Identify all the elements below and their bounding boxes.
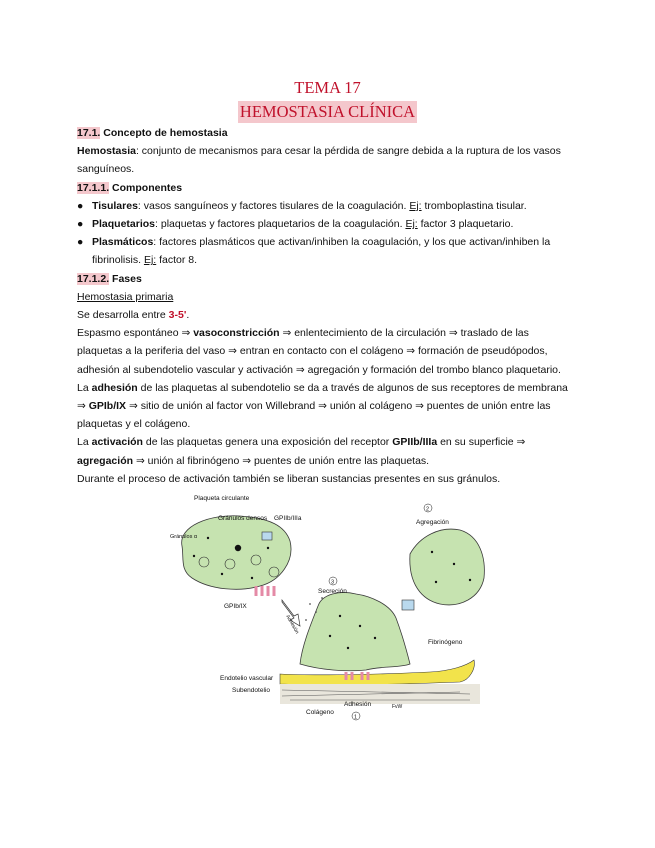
text-run: en su superficie ⇒ (437, 436, 526, 449)
item-ej: Ej: (405, 218, 418, 231)
label-adhesion: Adhesión (344, 701, 372, 708)
duration-pre: Se desarrolla entre (77, 309, 169, 322)
item-text: : plaquetas y factores plaquetarios de la coagulación. (155, 218, 406, 231)
duration-value: 3-5' (168, 309, 187, 322)
bullet-icon: ● (77, 218, 84, 231)
list-item (77, 233, 577, 251)
label-collagen: Colágeno (306, 709, 334, 716)
text-run: ⇒ unión al fibrinógeno ⇒ puentes de unión entre las plaquetas. (133, 454, 430, 467)
phases-number: 17.1.2. (77, 272, 110, 285)
body-text (77, 124, 577, 488)
label-alpha: Gránulos α (170, 534, 198, 540)
aggregating-platelet (410, 529, 485, 605)
circulating-platelet (182, 516, 291, 589)
item-term: Plasmáticos (92, 236, 154, 249)
item-text-2: fibrinolisis. (92, 254, 144, 267)
list-item (77, 215, 577, 233)
phases-title: Fases (109, 272, 142, 285)
item-ej: Ej: (409, 199, 422, 212)
label-secretion: Secreción (318, 588, 347, 595)
bullet-icon: ● (77, 236, 84, 249)
label-step3: 3 (331, 579, 335, 586)
section-number: 17.1. (77, 127, 101, 139)
label-endothelium: Endotelio vascular (220, 675, 274, 682)
label-dense: Gránulos densos (218, 515, 268, 522)
item-ej: Ej: (143, 254, 157, 267)
paragraph-line (77, 452, 577, 470)
item-example: tromboplastina tisular. (421, 199, 527, 212)
text-run-bold: agregación (77, 454, 134, 467)
item-example: factor 3 plaquetario. (417, 218, 514, 231)
label-step1: 1 (354, 714, 358, 721)
label-gp2b3a: GPIIb/IIIa (274, 515, 302, 522)
duration-line (77, 306, 577, 324)
text-run-bold: GPIIb/IIIa (392, 436, 438, 449)
label-step2: 2 (426, 506, 430, 513)
paragraph-line (77, 397, 577, 415)
item-term: Plaquetarios (92, 218, 156, 231)
list-item-continuation (77, 251, 577, 269)
components-heading (77, 179, 577, 197)
paragraph-line: plaquetas a la periferia del vaso ⇒ entran en contacto con el colágeno ⇒ formación de pseudópodos, (77, 345, 548, 358)
item-example: factor 8. (156, 254, 198, 267)
paragraph-line (77, 379, 577, 397)
text-run-bold: vasoconstricción (193, 327, 280, 340)
text-run: Espasmo espontáneo ⇒ (77, 327, 194, 340)
definition-line (77, 142, 577, 160)
bullet-icon: ● (77, 199, 84, 212)
paragraph-line (77, 433, 577, 451)
definition-text: : conjunto de mecanismos para cesar la pérdida de sangre debida a la ruptura de los vasos (135, 145, 561, 158)
item-term: Tisulares (92, 199, 138, 212)
label-fvw: FvW (392, 704, 403, 710)
label-fibrinogen: Fibrinógeno (428, 639, 463, 646)
section-title: Concepto de hemostasia (100, 127, 228, 139)
components-title: Componentes (109, 181, 183, 194)
label-circulating: Plaqueta circulante (194, 495, 250, 502)
label-adhesion-arrow: Adhesión (284, 614, 300, 636)
primary-heading: Hemostasia primaria (77, 290, 174, 303)
paragraph-line: Durante el proceso de activación también se liberan sustancias presentes en sus gránulos. (77, 472, 501, 485)
text-run: de las plaquetas al subendotelio se da a través de algunos de sus receptores de membrana (137, 381, 568, 394)
phases-heading (77, 270, 577, 288)
list-item (77, 197, 577, 215)
duration-post: . (186, 309, 190, 322)
paragraph-line (77, 324, 577, 342)
hemostasis-diagram (170, 486, 490, 726)
text-run-bold: activación (91, 436, 143, 449)
text-run: ⇒ (77, 400, 89, 413)
text-run: La (77, 436, 92, 449)
item-text: : vasos sanguíneos y factores tisulares de la coagulación. (137, 199, 410, 212)
definition-line-2: sanguíneos. (77, 163, 135, 176)
text-run-bold: adhesión (91, 381, 138, 394)
gp2b3a-bridge (402, 600, 414, 610)
components-number: 17.1.1. (77, 181, 110, 194)
page-subtitle: HEMOSTASIA CLÍNICA (239, 102, 416, 121)
item-text: : factores plasmáticos que activan/inhiben la coagulación, y los que activan/inhiben la (153, 236, 551, 249)
text-run-bold: GPIb/IX (88, 400, 127, 413)
text-run: de las plaquetas genera una exposición del receptor (142, 436, 393, 449)
label-gp1b: GPIb/IX (224, 603, 247, 610)
definition-term: Hemostasia (77, 145, 136, 158)
paragraph-line: plaquetas y el colágeno. (77, 418, 191, 431)
subtitle-wrap (0, 101, 655, 123)
page-title: TEMA 17 (294, 78, 361, 97)
text-run: La (77, 381, 92, 394)
text-run: ⇒ sitio de unión al factor von Willebrand ⇒ unión al colágeno ⇒ puentes de unión entre las (126, 400, 551, 413)
label-subendothelium: Subendotelio (232, 687, 270, 694)
activated-platelet (300, 593, 410, 671)
gp2b3a-receptor (262, 532, 272, 540)
gp1b-receptor (256, 586, 274, 596)
section-heading (77, 124, 577, 142)
text-run: ⇒ enlentecimiento de la circulación ⇒ traslado de las (279, 327, 529, 340)
paragraph-line: adhesión al subendotelio vascular y activación ⇒ agregación y formación del trombo blanco plaquetario. (77, 363, 561, 376)
label-aggregation: Agregación (416, 519, 449, 526)
